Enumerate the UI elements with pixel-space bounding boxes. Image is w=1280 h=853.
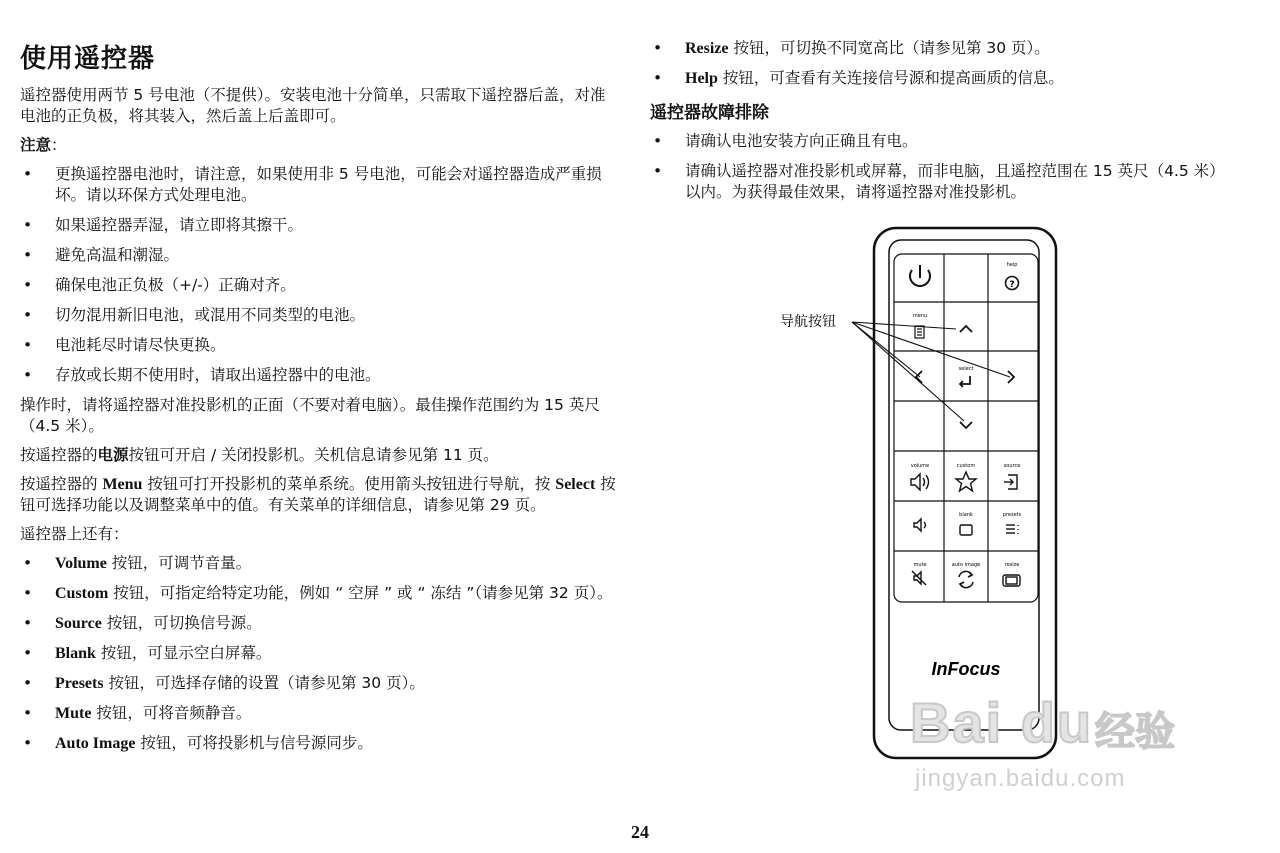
list-item: • 避免高温和潮湿。 xyxy=(20,245,620,266)
source-key-label: source xyxy=(1003,463,1021,469)
buttons-list-continued xyxy=(650,38,1220,89)
notes-list xyxy=(20,164,620,386)
aim-paragraph: 操作时，请将遥控器对准投影机的正面（不要对着电脑）。最佳操作范围约为 15 英尺（4.5 米）。 xyxy=(20,396,600,435)
button-name: Source xyxy=(55,615,102,632)
button-name: Help xyxy=(685,70,718,87)
volume-key-label: volume xyxy=(910,463,930,469)
button-name: Custom xyxy=(55,585,109,602)
button-name: Presets xyxy=(55,675,104,692)
list-item xyxy=(650,68,1220,89)
remote-illustration xyxy=(770,225,1070,765)
button-desc: 按钮，可切换不同宽高比（请参见第 30 页）。 xyxy=(728,39,1050,57)
right-column xyxy=(650,38,1220,212)
button-name: Mute xyxy=(55,705,92,722)
watermark-logo: Bai du xyxy=(910,691,1094,754)
auto-image-key-label: auto image xyxy=(951,562,981,568)
button-desc: 按钮，可切换信号源。 xyxy=(101,614,262,632)
button-desc: 按钮，可查看有关连接信号源和提高画质的信息。 xyxy=(717,69,1064,87)
button-desc: 按钮，可显示空白屏幕。 xyxy=(95,644,272,662)
list-item xyxy=(650,38,1220,59)
note-label: 注意 xyxy=(20,136,52,154)
list-item: • 请确认遥控器对准投影机或屏幕，而非电脑，且遥控范围在 15 英尺（4.5 米）以内。为获得最佳效果，请将遥控器对准投影机。 xyxy=(650,161,1220,203)
list-item: • 如果遥控器弄湿，请立即将其擦干。 xyxy=(20,215,620,236)
left-column xyxy=(20,38,620,763)
menu-text-mid: 按钮可打开投影机的菜单系统。使用箭头按钮进行导航，按 xyxy=(142,475,556,493)
button-name: Auto Image xyxy=(55,735,136,752)
watermark-url: jingyan.baidu.com xyxy=(915,765,1126,792)
callout-label: 导航按钮 xyxy=(780,314,836,330)
section-title: 使用遥控器 xyxy=(20,44,156,74)
list-item xyxy=(20,583,620,604)
buttons-list xyxy=(20,553,620,754)
list-item xyxy=(20,553,620,574)
remote-svg xyxy=(770,225,1070,765)
help-key-label: help xyxy=(1006,262,1018,268)
button-desc: 按钮，可将投影机与信号源同步。 xyxy=(135,734,373,752)
watermark-logo-cn: 经验 xyxy=(1095,709,1175,755)
list-item: • 切勿混用新旧电池，或混用不同类型的电池。 xyxy=(20,305,620,326)
menu-key-label: menu xyxy=(912,313,928,319)
button-desc: 按钮，可选择存储的设置（请参见第 30 页）。 xyxy=(103,674,425,692)
brand-logo: InFocus xyxy=(931,659,1001,679)
troubleshoot-list xyxy=(650,131,1220,203)
power-text-post: 按钮可开启 / 关闭投影机。关机信息请参见第 11 页。 xyxy=(128,446,499,464)
resize-key-label: resize xyxy=(1004,562,1020,568)
list-item: • 更换遥控器电池时，请注意，如果使用非 5 号电池，可能会对遥控器造成严重损坏。请以环保方式处理电池。 xyxy=(20,164,620,206)
intro-paragraph: 遥控器使用两节 5 号电池（不提供）。安装电池十分简单，只需取下遥控器后盖，对准电池的正负极，将其装入，然后盖上后盖即可。 xyxy=(20,86,606,125)
menu-text-bold: Menu xyxy=(102,476,143,493)
list-item xyxy=(20,703,620,724)
also-label: 遥控器上还有： xyxy=(20,525,129,543)
select-key-label: select xyxy=(958,366,974,372)
note-colon: ： xyxy=(51,136,67,154)
menu-text-post: 按钮可选择功能以及调整菜单中的值。有关菜单的详细信息，请参见第 29 页。 xyxy=(20,475,616,514)
button-name: Resize xyxy=(685,40,729,57)
list-item: • 存放或长期不使用时，请取出遥控器中的电池。 xyxy=(20,365,620,386)
page-number: 24 xyxy=(631,822,649,842)
power-text-pre: 按遥控器的 xyxy=(20,446,98,464)
mute-key-label: mute xyxy=(913,562,927,568)
list-item xyxy=(20,733,620,754)
menu-paragraph xyxy=(20,474,620,516)
list-item: • 请确认电池安装方向正确且有电。 xyxy=(650,131,1220,152)
blank-key-label: blank xyxy=(959,512,973,518)
presets-key-label: presets xyxy=(1002,512,1022,518)
list-item xyxy=(20,613,620,634)
svg-text:?: ? xyxy=(1009,280,1015,290)
custom-key-label: custom xyxy=(956,463,976,469)
list-item: • 电池耗尽时请尽快更换。 xyxy=(20,335,620,356)
button-desc: 按钮，可指定给特定功能，例如 “ 空屏 ” 或 “ 冻结 ”（请参见第 32 页）。 xyxy=(108,584,613,602)
button-name: Volume xyxy=(55,555,107,572)
menu-text-pre: 按遥控器的 xyxy=(20,475,103,493)
list-item xyxy=(20,673,620,694)
list-item xyxy=(20,643,620,664)
button-desc: 按钮，可将音频静音。 xyxy=(91,704,252,722)
power-text-bold: 电源 xyxy=(97,446,129,464)
button-desc: 按钮，可调节音量。 xyxy=(106,554,252,572)
note-heading xyxy=(20,135,620,156)
troubleshoot-title: 遥控器故障排除 xyxy=(650,103,769,123)
list-item: • 确保电池正负极（+/-）正确对齐。 xyxy=(20,275,620,296)
select-text-bold: Select xyxy=(555,476,596,493)
button-name: Blank xyxy=(55,645,96,662)
power-paragraph xyxy=(20,445,620,466)
